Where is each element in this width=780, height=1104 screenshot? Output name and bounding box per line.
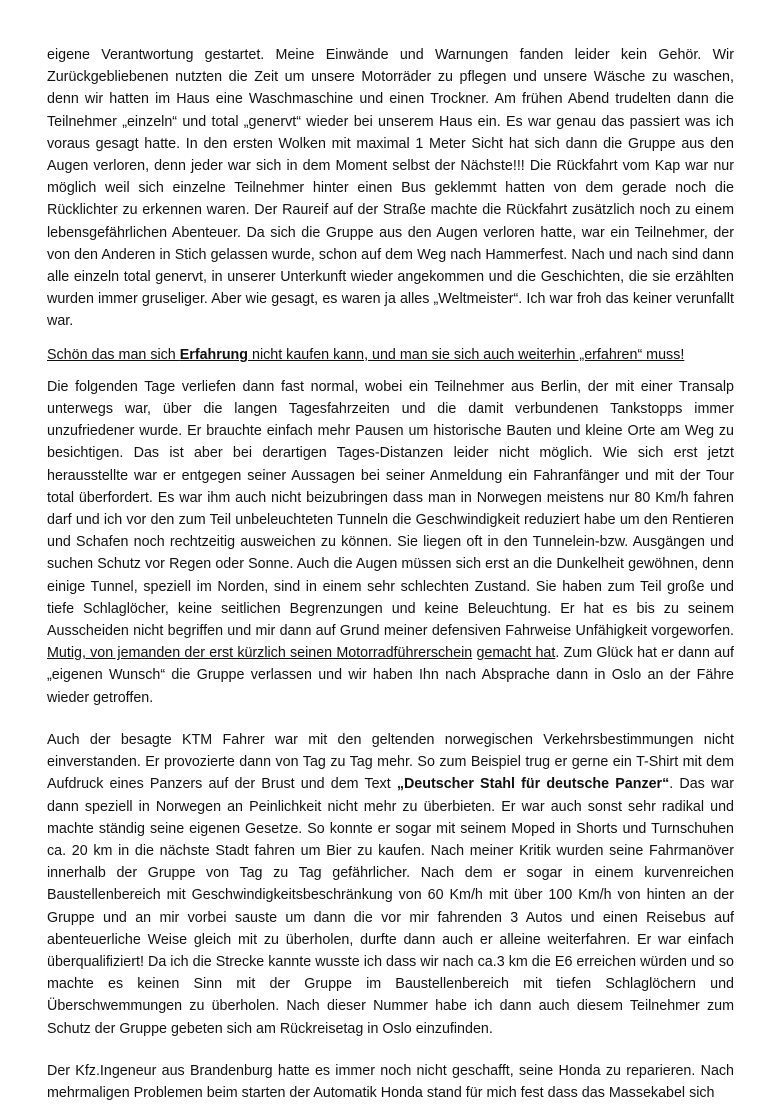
paragraph-engineer-honda: Der Kfz.Ingeneur aus Brandenburg hatte es immer noch nicht geschafft, seine Honda zu reparieren. Nach mehrmaligen Problemen beim starten der Automatik Honda stand für mich fest dass das Massekabel sich: [47, 1062, 734, 1101]
experience-statement: [47, 344, 734, 366]
paragraph-berlin-participant: [47, 376, 734, 709]
ktm-bold-quote: „Deutscher Stahl für deutsche Panzer“: [396, 776, 670, 793]
ktm-text-1: Auch der besagte KTM Fahrer war mit den geltenden norwegischen Verkehrsbestimmungen nicht einverstanden. Er provozierte dann von Tag zu Tag mehr. So zum Beispiel trug er gerne ein T-Shirt mit dem Aufdruck eines Panzers auf der Brust und dem Text: [47, 731, 734, 793]
berlin-underlined-1: Mutig, von jemanden der erst kürzlich seinen Motorradführerschein: [47, 645, 473, 662]
paragraph-ktm-rider: [47, 729, 734, 1040]
experience-text-after: nicht kaufen kann, und man sie sich auch weiterhin „erfahren“ muss!: [248, 346, 685, 363]
berlin-text-2: . Zum Glück hat er dann auf „eigenen Wunsch“ die Gruppe verlassen und wir haben Ihn nach Absprache dann in Oslo an der Fähre wieder getroffen.: [47, 645, 734, 706]
berlin-underlined-2: gemacht hat: [476, 645, 556, 662]
berlin-text-1: Die folgenden Tage verliefen dann fast normal, wobei ein Teilnehmer aus Berlin, der mit einer Transalp unterwegs war, über die langen Tagesfahrzeiten und die damit verbundenen Tankstopps immer unzufriedener wurde. Er brauchte einfach mehr Pausen um historische Bauten und kleine Orte am Weg zu besichtigen. Das ist aber bei derartigen Tages-Distanzen leider nicht möglich. Wie sich erst jetzt herausstellte war er entgegen seiner Aussagen bei seiner Anmeldung ein Fahranfänger und mit der Tour total überfordert. Es war ihm auch nicht beizubringen dass man in Norwegen meistens nur 80 Km/h fahren darf und ich vor den zum Teil unbeleuchteten Tunneln die Geschwindigkeit reduziert habe um den Rentieren und Schafen noch rechtzeitig ausweichen zu können. Sie liegen oft in den Tunnelein-bzw. Ausgängen und suchen Schutz vor Regen oder Sonne. Auch die Augen müssen sich erst an die Dunkelheit gewöhnen, denn einige Tunnel, speziell im Norden, sind in einem sehr schlechten Zustand. Sie haben zum Teil große und tiefe Schlaglöcher, keine seitlichen Begrenzungen und keine Beleuchtung. Er hat es bis zu seinem Ausscheiden nicht begriffen und mir dann auf Grund meiner defensiven Fahrweise Unfähigkeit vorgeworfen.: [47, 378, 734, 640]
experience-bold-word: Erfahrung: [179, 346, 249, 363]
ktm-text-2: . Das war dann speziell in Norwegen an Peinlichkeit nicht mehr zu überbieten. Er war auch sonst sehr radikal und machte ständig seine eigenen Gesetze. So konnte er sogar mit seinem Moped in Shorts und Turnschuhen ca. 20 km in die nächste Stadt fahren um Bier zu kaufen. Nach meiner Kritik wurden seine Fahrmanöver innerhalb der Gruppe von Tag zu Tag gefährlicher. Nach dem er sogar in einem kurvenreichen Baustellenbereich mit Geschwindigkeitsbeschränkung von 60 Km/h mit über 100 Km/h von hinten an der Gruppe und an mir vorbei sauste um dann die vor mir fahrenden 3 Autos und einen Reisebus auf abenteuerliche Weise gleich mit zu überholen, durfte dann auch er alleine weiterfahren. Er war einfach überqualifiziert! Da ich die Strecke kannte wusste ich dass wir nach ca.3 km die E6 erreichen würden und so machte es keinen Sinn mit der Gruppe im Baustellenbereich mit tiefen Schlaglöchern und Überschwemmungen zu überholen. Nach dieser Nummer habe ich dann auch diesem Teilnehmer zum Schutz der Gruppe gebeten sich am Rückreisetag in Oslo einzufinden.: [47, 776, 734, 1037]
experience-text-before: Schön das man sich: [47, 346, 180, 363]
paragraph-return-trip: eigene Verantwortung gestartet. Meine Einwände und Warnungen fanden leider kein Gehör. Wir Zurückgebliebenen nutzten die Zeit um unsere Motorräder zu pflegen und unsere Wäsche zu waschen, denn wir hatten im Haus eine Waschmaschine und einen Trockner. Am frühen Abend trudelten dann die Teilnehmer „einzeln“ und total „genervt“ wieder bei unserem Haus ein. Es war genau das passiert was ich voraus gesagt hatte. In den ersten Wolken mit maximal 1 Meter Sicht hat sich dann die Gruppe aus den Augen verloren, denn jeder war sich in dem Moment selbst der Nächste!!! Die Rückfahrt vom Kap war nur möglich weil sich einzelne Teilnehmer hinter einen Bus geklemmt hatten von dem gerade noch die Rücklichter zu erkennen waren. Der Raureif auf der Straße machte die Rückfahrt zusätzlich noch zu einem lebensgefährlichen Abenteuer. Da sich die Gruppe aus den Augen verloren hatte, war ein Teilnehmer, der von den Anderen in Stich gelassen wurde, schon auf dem Weg nach Hammerfest. Nach und nach sind dann alle einzeln total genervt, in unserer Unterkunft wieder angekommen und die Geschichten, die sie erzählten wurden immer gruseliger. Aber wie gesagt, es waren ja alles „Weltmeister“. Ich war froh das keiner verunfallt war.: [47, 47, 734, 330]
